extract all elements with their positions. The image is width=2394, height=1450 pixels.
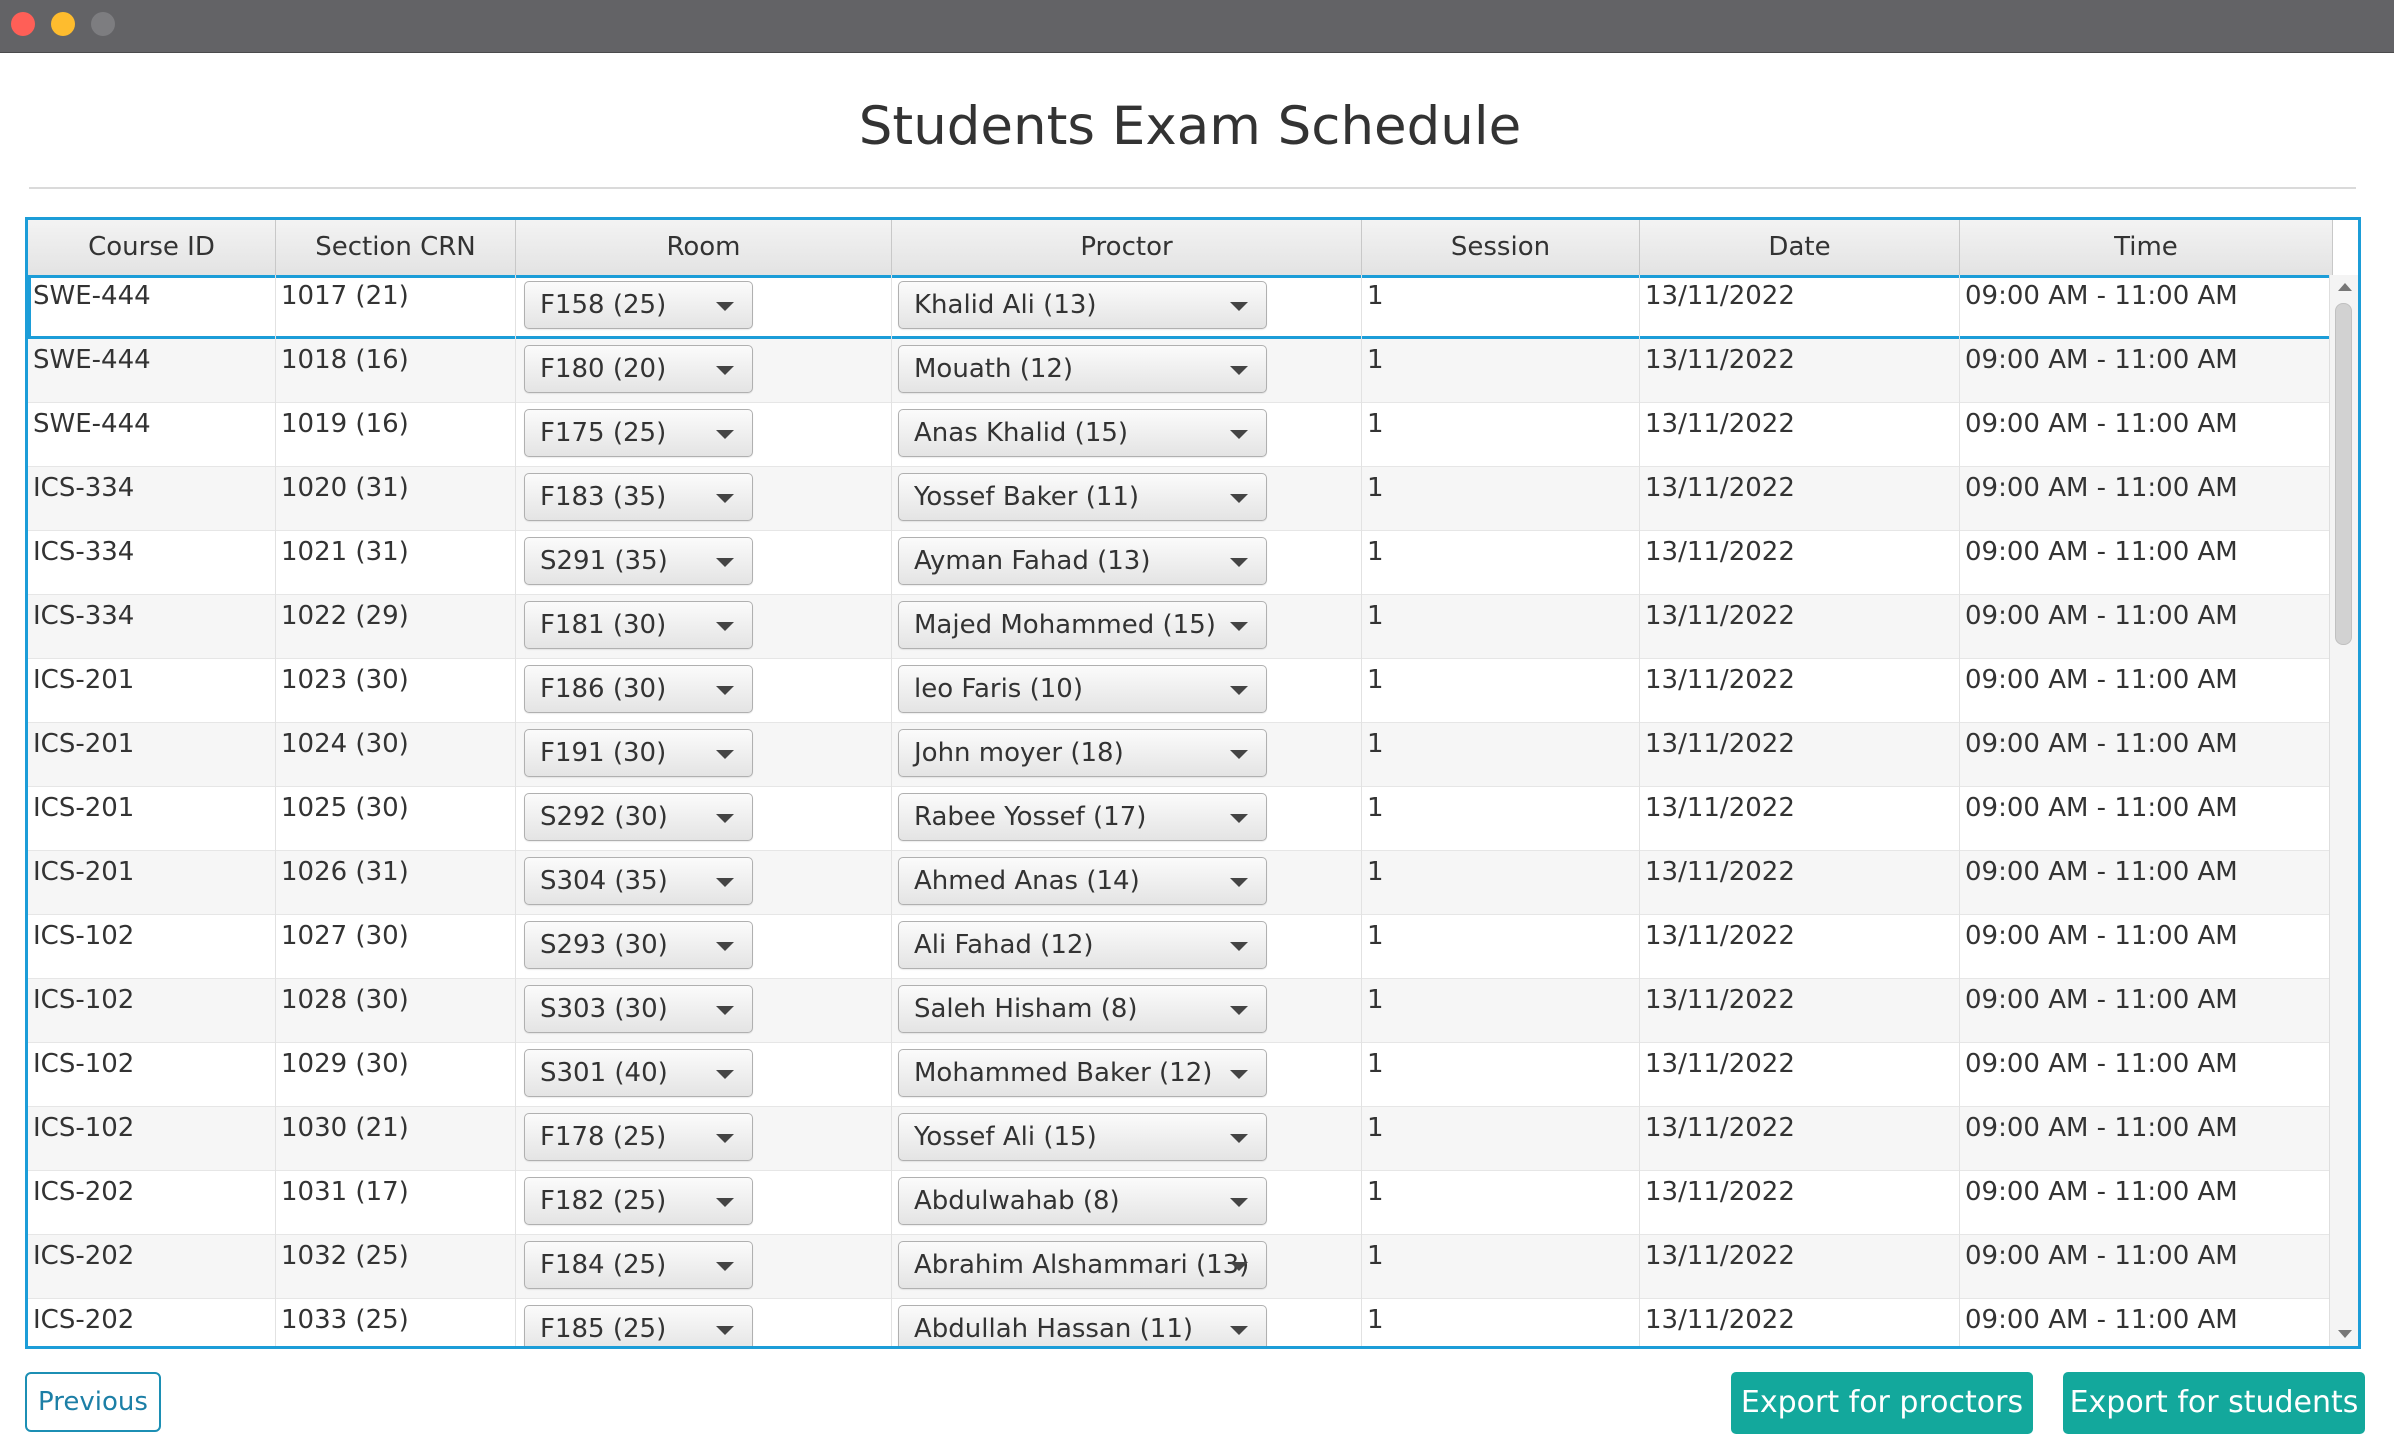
proctor-cell [892,787,1362,851]
session-cell: 1 [1362,723,1640,787]
room-dropdown[interactable] [524,1241,753,1289]
section-crn-cell: 1031 (17) [276,1171,516,1235]
proctor-dropdown-value: Anas Khalid (15) [914,418,1129,448]
date-cell: 13/11/2022 [1640,531,1960,595]
proctor-dropdown-value: Saleh Hisham (8) [914,994,1138,1024]
section-crn-cell: 1017 (21) [276,275,516,339]
room-cell [516,531,892,595]
table-header [28,220,2333,276]
room-dropdown-value: F183 (35) [540,482,667,512]
chevron-down-icon [1230,878,1248,887]
chevron-down-icon [1230,1006,1248,1015]
course-id-cell: ICS-201 [28,851,276,915]
column-header-proctor[interactable]: Proctor [892,220,1362,275]
chevron-down-icon [716,1326,734,1335]
room-dropdown[interactable] [524,537,753,585]
room-dropdown-value: S301 (40) [540,1058,668,1088]
date-cell: 13/11/2022 [1640,915,1960,979]
room-dropdown-value: F186 (30) [540,674,667,704]
session-cell: 1 [1362,979,1640,1043]
room-cell [516,1299,892,1346]
proctor-cell [892,723,1362,787]
scroll-up-arrow-icon[interactable] [2338,283,2352,291]
room-dropdown[interactable] [524,1305,753,1346]
time-cell: 09:00 AM - 11:00 AM [1960,1171,2333,1235]
section-crn-cell: 1028 (30) [276,979,516,1043]
time-cell: 09:00 AM - 11:00 AM [1960,787,2333,851]
table-row[interactable] [28,851,2333,915]
session-cell: 1 [1362,595,1640,659]
room-cell [516,1171,892,1235]
room-dropdown-value: F191 (30) [540,738,667,768]
proctor-cell [892,851,1362,915]
room-dropdown[interactable] [524,281,753,329]
chevron-down-icon [716,942,734,951]
chevron-down-icon [1230,942,1248,951]
room-dropdown[interactable] [524,921,753,969]
room-dropdown[interactable] [524,345,753,393]
proctor-dropdown-value: leo Faris (10) [914,674,1083,704]
title-separator [29,187,2356,189]
room-dropdown[interactable] [524,601,753,649]
proctor-dropdown[interactable] [898,921,1267,969]
date-cell: 13/11/2022 [1640,1235,1960,1299]
course-id-cell: ICS-201 [28,787,276,851]
room-cell [516,1235,892,1299]
room-dropdown[interactable] [524,1177,753,1225]
window-titlebar [0,0,2394,53]
room-dropdown[interactable] [524,409,753,457]
table-row[interactable] [28,467,2333,531]
room-dropdown-value: F184 (25) [540,1250,667,1280]
chevron-down-icon [1230,302,1248,311]
room-dropdown[interactable] [524,729,753,777]
column-header-room[interactable]: Room [516,220,892,275]
table-row[interactable] [28,1107,2333,1171]
exam-schedule-table [25,217,2361,1349]
room-cell [516,1043,892,1107]
scroll-down-arrow-icon[interactable] [2338,1330,2352,1338]
proctor-dropdown[interactable] [898,473,1267,521]
time-cell: 09:00 AM - 11:00 AM [1960,979,2333,1043]
chevron-down-icon [1230,430,1248,439]
proctor-cell [892,467,1362,531]
scrollbar-thumb[interactable] [2335,303,2352,645]
table-row[interactable] [28,531,2333,595]
chevron-down-icon [1230,558,1248,567]
table-row[interactable] [28,595,2333,659]
section-crn-cell: 1023 (30) [276,659,516,723]
table-row[interactable] [28,1235,2333,1299]
section-crn-cell: 1021 (31) [276,531,516,595]
session-cell: 1 [1362,1043,1640,1107]
section-crn-cell: 1024 (30) [276,723,516,787]
date-cell: 13/11/2022 [1640,1171,1960,1235]
proctor-dropdown-value: Ali Fahad (12) [914,930,1094,960]
session-cell: 1 [1362,659,1640,723]
room-dropdown[interactable] [524,1113,753,1161]
previous-button[interactable]: Previous [25,1372,161,1432]
proctor-dropdown-value: Mouath (12) [914,354,1074,384]
proctor-dropdown-value: Ayman Fahad (13) [914,546,1151,576]
course-id-cell: ICS-202 [28,1235,276,1299]
course-id-cell: ICS-102 [28,915,276,979]
column-header-session[interactable]: Session [1362,220,1640,275]
time-cell: 09:00 AM - 11:00 AM [1960,1107,2333,1171]
room-dropdown-value: S292 (30) [540,802,668,832]
table-row[interactable] [28,1171,2333,1235]
section-crn-cell: 1030 (21) [276,1107,516,1171]
time-cell: 09:00 AM - 11:00 AM [1960,851,2333,915]
vertical-scrollbar[interactable] [2329,275,2358,1346]
proctor-dropdown-value: Ahmed Anas (14) [914,866,1140,896]
room-cell [516,467,892,531]
proctor-cell [892,403,1362,467]
session-cell: 1 [1362,1107,1640,1171]
table-row[interactable] [28,723,2333,787]
proctor-dropdown-value: Yossef Baker (11) [914,482,1140,512]
chevron-down-icon [1230,1134,1248,1143]
date-cell: 13/11/2022 [1640,339,1960,403]
table-body [28,275,2333,1346]
course-id-cell: ICS-202 [28,1171,276,1235]
date-cell: 13/11/2022 [1640,979,1960,1043]
time-cell: 09:00 AM - 11:00 AM [1960,915,2333,979]
room-cell [516,851,892,915]
section-crn-cell: 1019 (16) [276,403,516,467]
table-row[interactable] [28,1043,2333,1107]
chevron-down-icon [716,366,734,375]
chevron-down-icon [716,1262,734,1271]
date-cell: 13/11/2022 [1640,1043,1960,1107]
room-cell [516,915,892,979]
section-crn-cell: 1026 (31) [276,851,516,915]
course-id-cell: SWE-444 [28,339,276,403]
room-dropdown-value: S293 (30) [540,930,668,960]
room-dropdown[interactable] [524,1049,753,1097]
proctor-dropdown-value: Abdulwahab (8) [914,1186,1120,1216]
chevron-down-icon [716,1070,734,1079]
chevron-down-icon [1230,1262,1248,1271]
session-cell: 1 [1362,403,1640,467]
proctor-cell [892,1171,1362,1235]
chevron-down-icon [716,878,734,887]
proctor-cell [892,1043,1362,1107]
chevron-down-icon [1230,750,1248,759]
session-cell: 1 [1362,787,1640,851]
room-dropdown-value: F181 (30) [540,610,667,640]
close-window-button[interactable] [11,12,35,36]
proctor-cell [892,595,1362,659]
chevron-down-icon [1230,814,1248,823]
course-id-cell: SWE-444 [28,403,276,467]
room-dropdown-value: S304 (35) [540,866,668,896]
section-crn-cell: 1025 (30) [276,787,516,851]
course-id-cell: ICS-202 [28,1299,276,1346]
time-cell: 09:00 AM - 11:00 AM [1960,659,2333,723]
section-crn-cell: 1020 (31) [276,467,516,531]
chevron-down-icon [716,430,734,439]
chevron-down-icon [1230,1070,1248,1079]
proctor-dropdown[interactable] [898,281,1267,329]
column-header-course-id[interactable]: Course ID [28,220,276,275]
room-dropdown-value: F180 (20) [540,354,667,384]
proctor-dropdown[interactable] [898,857,1267,905]
room-cell [516,275,892,339]
date-cell: 13/11/2022 [1640,595,1960,659]
proctor-dropdown-value: John moyer (18) [914,738,1124,768]
room-cell [516,979,892,1043]
session-cell: 1 [1362,915,1640,979]
room-dropdown-value: F158 (25) [540,290,667,320]
chevron-down-icon [716,622,734,631]
time-cell: 09:00 AM - 11:00 AM [1960,339,2333,403]
proctor-dropdown-value: Mohammed Baker (12) [914,1058,1213,1088]
course-id-cell: ICS-102 [28,979,276,1043]
chevron-down-icon [716,494,734,503]
proctor-dropdown[interactable] [898,729,1267,777]
proctor-dropdown-value: Khalid Ali (13) [914,290,1097,320]
section-crn-cell: 1033 (25) [276,1299,516,1346]
proctor-dropdown[interactable] [898,537,1267,585]
room-dropdown[interactable] [524,473,753,521]
date-cell: 13/11/2022 [1640,851,1960,915]
date-cell: 13/11/2022 [1640,1107,1960,1171]
chevron-down-icon [716,686,734,695]
date-cell: 13/11/2022 [1640,403,1960,467]
room-dropdown-value: F178 (25) [540,1122,667,1152]
chevron-down-icon [716,302,734,311]
chevron-down-icon [716,1134,734,1143]
table-row[interactable] [28,787,2333,851]
session-cell: 1 [1362,531,1640,595]
proctor-dropdown-value: Majed Mohammed (15) [914,610,1216,640]
table-row[interactable] [28,979,2333,1043]
proctor-cell [892,1299,1362,1346]
chevron-down-icon [1230,686,1248,695]
course-id-cell: ICS-334 [28,531,276,595]
room-dropdown[interactable] [524,665,753,713]
proctor-cell [892,275,1362,339]
session-cell: 1 [1362,851,1640,915]
table-row[interactable] [28,1299,2333,1346]
proctor-dropdown[interactable] [898,601,1267,649]
proctor-cell [892,1107,1362,1171]
section-crn-cell: 1027 (30) [276,915,516,979]
maximize-window-button[interactable] [91,12,115,36]
proctor-cell [892,659,1362,723]
proctor-dropdown[interactable] [898,1113,1267,1161]
table-row[interactable] [28,915,2333,979]
session-cell: 1 [1362,467,1640,531]
proctor-dropdown[interactable] [898,1049,1267,1097]
proctor-cell [892,915,1362,979]
proctor-dropdown[interactable] [898,665,1267,713]
room-dropdown-value: S303 (30) [540,994,668,1024]
time-cell: 09:00 AM - 11:00 AM [1960,723,2333,787]
table-row[interactable] [28,275,2333,339]
date-cell: 13/11/2022 [1640,467,1960,531]
room-dropdown-value: F182 (25) [540,1186,667,1216]
chevron-down-icon [1230,366,1248,375]
proctor-dropdown-value: Abdullah Hassan (11) [914,1314,1194,1344]
export-for-proctors-button[interactable]: Export for proctors [1731,1372,2033,1434]
chevron-down-icon [1230,622,1248,631]
section-crn-cell: 1029 (30) [276,1043,516,1107]
proctor-dropdown[interactable] [898,985,1267,1033]
course-id-cell: ICS-102 [28,1107,276,1171]
time-cell: 09:00 AM - 11:00 AM [1960,1299,2333,1346]
column-header-date[interactable]: Date [1640,220,1960,275]
table-row[interactable] [28,403,2333,467]
time-cell: 09:00 AM - 11:00 AM [1960,403,2333,467]
proctor-dropdown[interactable] [898,345,1267,393]
room-cell [516,723,892,787]
column-header-section-crn[interactable]: Section CRN [276,220,516,275]
course-id-cell: ICS-334 [28,595,276,659]
chevron-down-icon [716,1006,734,1015]
room-cell [516,595,892,659]
session-cell: 1 [1362,1171,1640,1235]
time-cell: 09:00 AM - 11:00 AM [1960,595,2333,659]
chevron-down-icon [716,558,734,567]
room-cell [516,339,892,403]
time-cell: 09:00 AM - 11:00 AM [1960,1235,2333,1299]
chevron-down-icon [716,814,734,823]
proctor-dropdown-value: Rabee Yossef (17) [914,802,1147,832]
date-cell: 13/11/2022 [1640,787,1960,851]
time-cell: 09:00 AM - 11:00 AM [1960,531,2333,595]
proctor-dropdown-value: Abrahim Alshammari (13) [914,1250,1250,1280]
room-cell [516,1107,892,1171]
proctor-dropdown[interactable] [898,1241,1267,1289]
room-dropdown[interactable] [524,985,753,1033]
chevron-down-icon [1230,1326,1248,1335]
room-dropdown-value: F185 (25) [540,1314,667,1344]
proctor-cell [892,531,1362,595]
proctor-dropdown[interactable] [898,1305,1267,1346]
session-cell: 1 [1362,339,1640,403]
chevron-down-icon [716,1198,734,1207]
table-row[interactable] [28,339,2333,403]
room-cell [516,787,892,851]
table-row[interactable] [28,659,2333,723]
section-crn-cell: 1032 (25) [276,1235,516,1299]
session-cell: 1 [1362,1299,1640,1346]
section-crn-cell: 1022 (29) [276,595,516,659]
room-dropdown[interactable] [524,793,753,841]
room-dropdown-value: S291 (35) [540,546,668,576]
date-cell: 13/11/2022 [1640,723,1960,787]
date-cell: 13/11/2022 [1640,1299,1960,1346]
chevron-down-icon [716,750,734,759]
section-crn-cell: 1018 (16) [276,339,516,403]
proctor-cell [892,1235,1362,1299]
chevron-down-icon [1230,494,1248,503]
proctor-dropdown[interactable] [898,1177,1267,1225]
course-id-cell: ICS-201 [28,723,276,787]
date-cell: 13/11/2022 [1640,275,1960,339]
room-cell [516,403,892,467]
proctor-cell [892,979,1362,1043]
proctor-dropdown-value: Yossef Ali (15) [914,1122,1097,1152]
course-id-cell: SWE-444 [28,275,276,339]
session-cell: 1 [1362,1235,1640,1299]
time-cell: 09:00 AM - 11:00 AM [1960,275,2333,339]
time-cell: 09:00 AM - 11:00 AM [1960,467,2333,531]
chevron-down-icon [1230,1198,1248,1207]
session-cell: 1 [1362,275,1640,339]
room-cell [516,659,892,723]
course-id-cell: ICS-201 [28,659,276,723]
room-dropdown-value: F175 (25) [540,418,667,448]
column-header-time[interactable]: Time [1960,220,2333,275]
proctor-dropdown[interactable] [898,409,1267,457]
page-title: Students Exam Schedule [858,96,1522,157]
export-for-students-button[interactable]: Export for students [2063,1372,2365,1434]
course-id-cell: ICS-102 [28,1043,276,1107]
room-dropdown[interactable] [524,857,753,905]
minimize-window-button[interactable] [51,12,75,36]
proctor-cell [892,339,1362,403]
course-id-cell: ICS-334 [28,467,276,531]
time-cell: 09:00 AM - 11:00 AM [1960,1043,2333,1107]
date-cell: 13/11/2022 [1640,659,1960,723]
proctor-dropdown[interactable] [898,793,1267,841]
